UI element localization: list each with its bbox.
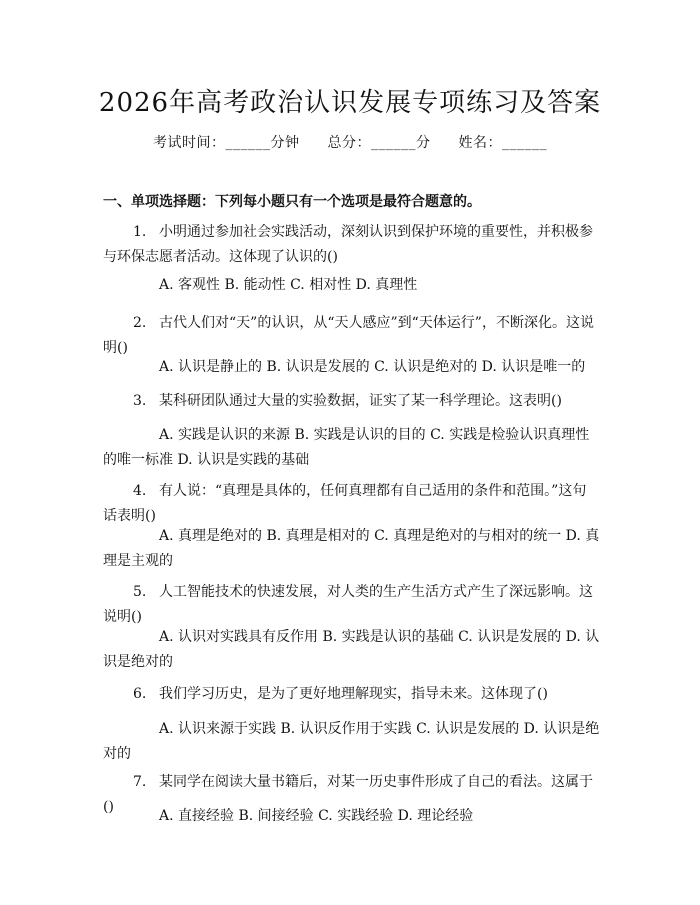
options-text: A. 真理是绝对的 B. 真理是相对的 C. 真理是绝对的与相对的统一 D. 真理是主观的: [103, 528, 600, 569]
options-text: A. 认识是静止的 B. 认识是发展的 C. 认识是绝对的 D. 认识是唯一的: [159, 359, 586, 375]
total-score: 总分：______分: [327, 135, 431, 151]
question-stem: 人工智能技术的快速发展，对人类的生产生活方式产生了深远影响。这说明(): [103, 584, 593, 625]
document-title: 2026年高考政治认识发展专项练习及答案: [98, 88, 602, 118]
question-4: [103, 479, 600, 529]
question-stem: 小明通过参加社会实践活动，深刻认识到保护环境的重要性，并积极参与环保志愿者活动。这体现了认识的(): [103, 224, 593, 265]
question-2-options: [103, 355, 600, 380]
question-4-options: [103, 524, 600, 574]
options-text: A. 客观性 B. 能动性 C. 相对性 D. 真理性: [159, 277, 418, 293]
question-number: 5.: [133, 584, 147, 600]
question-6: [103, 682, 600, 707]
options-text: A. 认识来源于实践 B. 认识反作用于实践 C. 认识是发展的 D. 认识是绝对的: [103, 721, 600, 762]
options-text: A. 认识对实践具有反作用 B. 实践是认识的基础 C. 认识是发展的 D. 认识是绝对的: [103, 629, 600, 670]
section-heading: 一、单项选择题：下列每小题只有一个选项是最符合题意的。: [103, 194, 481, 210]
question-stem: 有人说：“真理是具体的，任何真理都有自己适用的条件和范围。”这句话表明(): [103, 483, 587, 524]
options-text: A. 实践是认识的来源 B. 实践是认识的目的 C. 实践是检验认识真理性的唯一标准 D. 认识是实践的基础: [103, 427, 590, 468]
question-5-options: [103, 625, 600, 675]
question-2: [103, 311, 600, 361]
question-number: 6.: [133, 686, 147, 702]
question-number: 7.: [133, 774, 147, 790]
question-6-options: [103, 717, 600, 767]
options-text: A. 直接经验 B. 间接经验 C. 实践经验 D. 理论经验: [159, 808, 474, 824]
exam-meta: [0, 132, 700, 152]
question-stem: 某同学在阅读大量书籍后，对某一历史事件形成了自己的看法。这属于(): [103, 774, 593, 815]
question-5: [103, 580, 600, 630]
question-1: [103, 220, 600, 270]
question-1-options: [103, 273, 600, 298]
question-stem: 古代人们对“天”的认识，从“天人感应”到“天体运行”，不断深化。这说明(): [103, 315, 594, 356]
question-3-options: [103, 423, 600, 473]
question-stem: 我们学习历史，是为了更好地理解现实，指导未来。这体现了(): [159, 686, 548, 702]
question-number: 3.: [133, 393, 147, 409]
question-stem: 某科研团队通过大量的实验数据，证实了某一科学理论。这表明(): [159, 393, 562, 409]
question-number: 2.: [133, 315, 147, 331]
question-number: 4.: [133, 483, 147, 499]
question-number: 1.: [133, 224, 147, 240]
exam-time: 考试时间：______分钟: [153, 135, 300, 151]
question-7-options: [103, 804, 600, 829]
question-3: [103, 389, 600, 414]
student-name: 姓名：______: [458, 135, 547, 151]
